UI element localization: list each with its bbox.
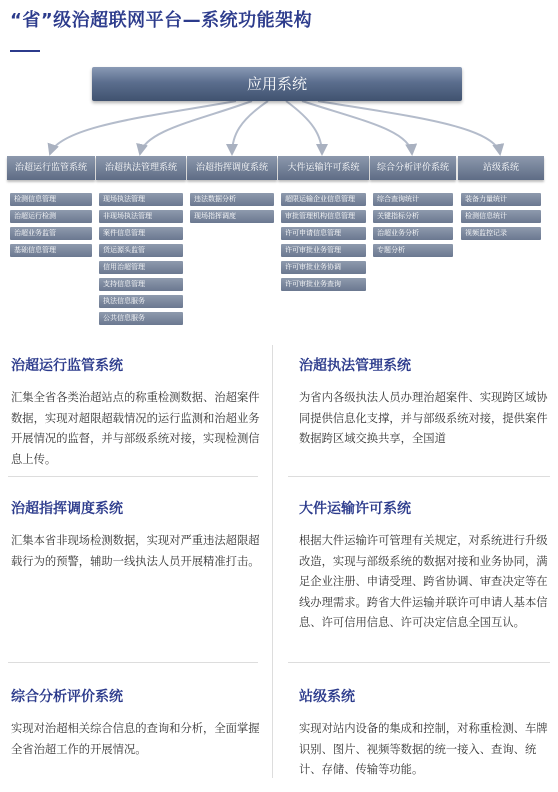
section-card <box>299 686 549 781</box>
connector-4 <box>286 101 322 154</box>
column-header: 大件运输许可系统 <box>278 156 369 180</box>
column-item: 视频监控记录 <box>461 227 541 240</box>
column-item: 许可审批业务协调 <box>281 261 366 274</box>
column-item: 违法数据分析 <box>190 193 274 206</box>
column-item: 治超业务分析 <box>373 227 453 240</box>
section-card <box>299 355 549 450</box>
column-6 <box>458 156 544 244</box>
column-item: 装备力量统计 <box>461 193 541 206</box>
column-item: 治超运行检测 <box>10 210 92 223</box>
column-item: 检测信息管理 <box>10 193 92 206</box>
column-item: 执法信息服务 <box>99 295 183 308</box>
column-item: 许可审批业务管理 <box>281 244 366 257</box>
vertical-divider <box>272 345 273 778</box>
column-5 <box>370 156 456 261</box>
connector-2 <box>140 101 252 154</box>
column-item: 综合查询统计 <box>373 193 453 206</box>
column-header: 站级系统 <box>458 156 544 180</box>
page-title: “省”级治超联网平台—系统功能架构 <box>10 10 313 31</box>
section-card <box>11 498 263 572</box>
column-item: 支持信息管理 <box>99 278 183 291</box>
horizontal-divider <box>8 476 258 477</box>
column-header: 治超指挥调度系统 <box>187 156 277 180</box>
section-title: 综合分析评价系统 <box>11 689 123 705</box>
section-card <box>11 686 263 760</box>
column-item: 公共信息服务 <box>99 312 183 325</box>
column-item: 货运源头监管 <box>99 244 183 257</box>
section-text: 根据大件运输许可管理有关规定，对系统进行升级改造，实现与部级系统的数据对接和业务协同，满足企业注册、申请受理、跨省协调、审查决定等在线办理需求。跨省大件运输并联许可申请人基本信息、许可信用信息、许可决定信息全国互认。 <box>299 534 548 629</box>
column-item: 许可申请信息管理 <box>281 227 366 240</box>
column-item: 关键指标分析 <box>373 210 453 223</box>
section-text: 实现对站内设备的集成和控制，对称重检测、车牌识别、图片、视频等数据的统一接入、查询、统计、存储、传输等功能。 <box>299 722 548 776</box>
column-item: 治超业务监管 <box>10 227 92 240</box>
column-header: 治超执法管理系统 <box>96 156 186 180</box>
column-item: 信用治超管理 <box>99 261 183 274</box>
section-text: 汇集本省非现场检测数据，实现对严重违法超限超载行为的预警，辅助一线执法人员开展精准打击。 <box>11 534 260 568</box>
column-item: 超限运输企业信息管理 <box>281 193 366 206</box>
section-title: 治超运行监管系统 <box>11 358 123 374</box>
column-item: 非现场执法管理 <box>99 210 183 223</box>
horizontal-divider <box>288 476 550 477</box>
section-text: 汇集全省各类治超站点的称重检测数据、治超案件数据，实现对超限超载情况的运行监测和治超业务开展情况的监督，并与部级系统对接，实现检测信息上传。 <box>11 391 260 466</box>
column-item: 现场执法管理 <box>99 193 183 206</box>
horizontal-divider <box>288 662 550 663</box>
horizontal-divider <box>8 662 258 663</box>
section-card <box>299 498 549 634</box>
column-item: 基础信息管理 <box>10 244 92 257</box>
root-node: 应用系统 <box>92 67 462 101</box>
column-item: 检测信息统计 <box>461 210 541 223</box>
section-title: 治超指挥调度系统 <box>11 501 123 517</box>
column-item: 专题分析 <box>373 244 453 257</box>
section-card <box>11 355 263 470</box>
column-2 <box>96 156 186 329</box>
column-header: 治超运行监管系统 <box>7 156 95 180</box>
column-1 <box>7 156 95 261</box>
column-item: 案件信息管理 <box>99 227 183 240</box>
section-title: 治超执法管理系统 <box>299 358 411 374</box>
column-item: 现场指挥调度 <box>190 210 274 223</box>
column-item: 许可审批业务查询 <box>281 278 366 291</box>
section-text: 为省内各级执法人员办理治超案件、实现跨区域协同提供信息化支撑，并与部级系统对接，提供案件数据跨区域交换共享，全国道 <box>299 391 548 445</box>
connector-3 <box>232 101 268 154</box>
connector-5 <box>302 101 412 154</box>
section-text: 实现对治超相关综合信息的查询和分析，全面掌握全省治超工作的开展情况。 <box>11 722 260 756</box>
section-title: 站级系统 <box>299 689 355 705</box>
column-item: 审批管理机构信息管理 <box>281 210 366 223</box>
section-title: 大件运输许可系统 <box>299 501 411 517</box>
column-4 <box>278 156 369 295</box>
column-header: 综合分析评价系统 <box>370 156 456 180</box>
column-3 <box>187 156 277 227</box>
